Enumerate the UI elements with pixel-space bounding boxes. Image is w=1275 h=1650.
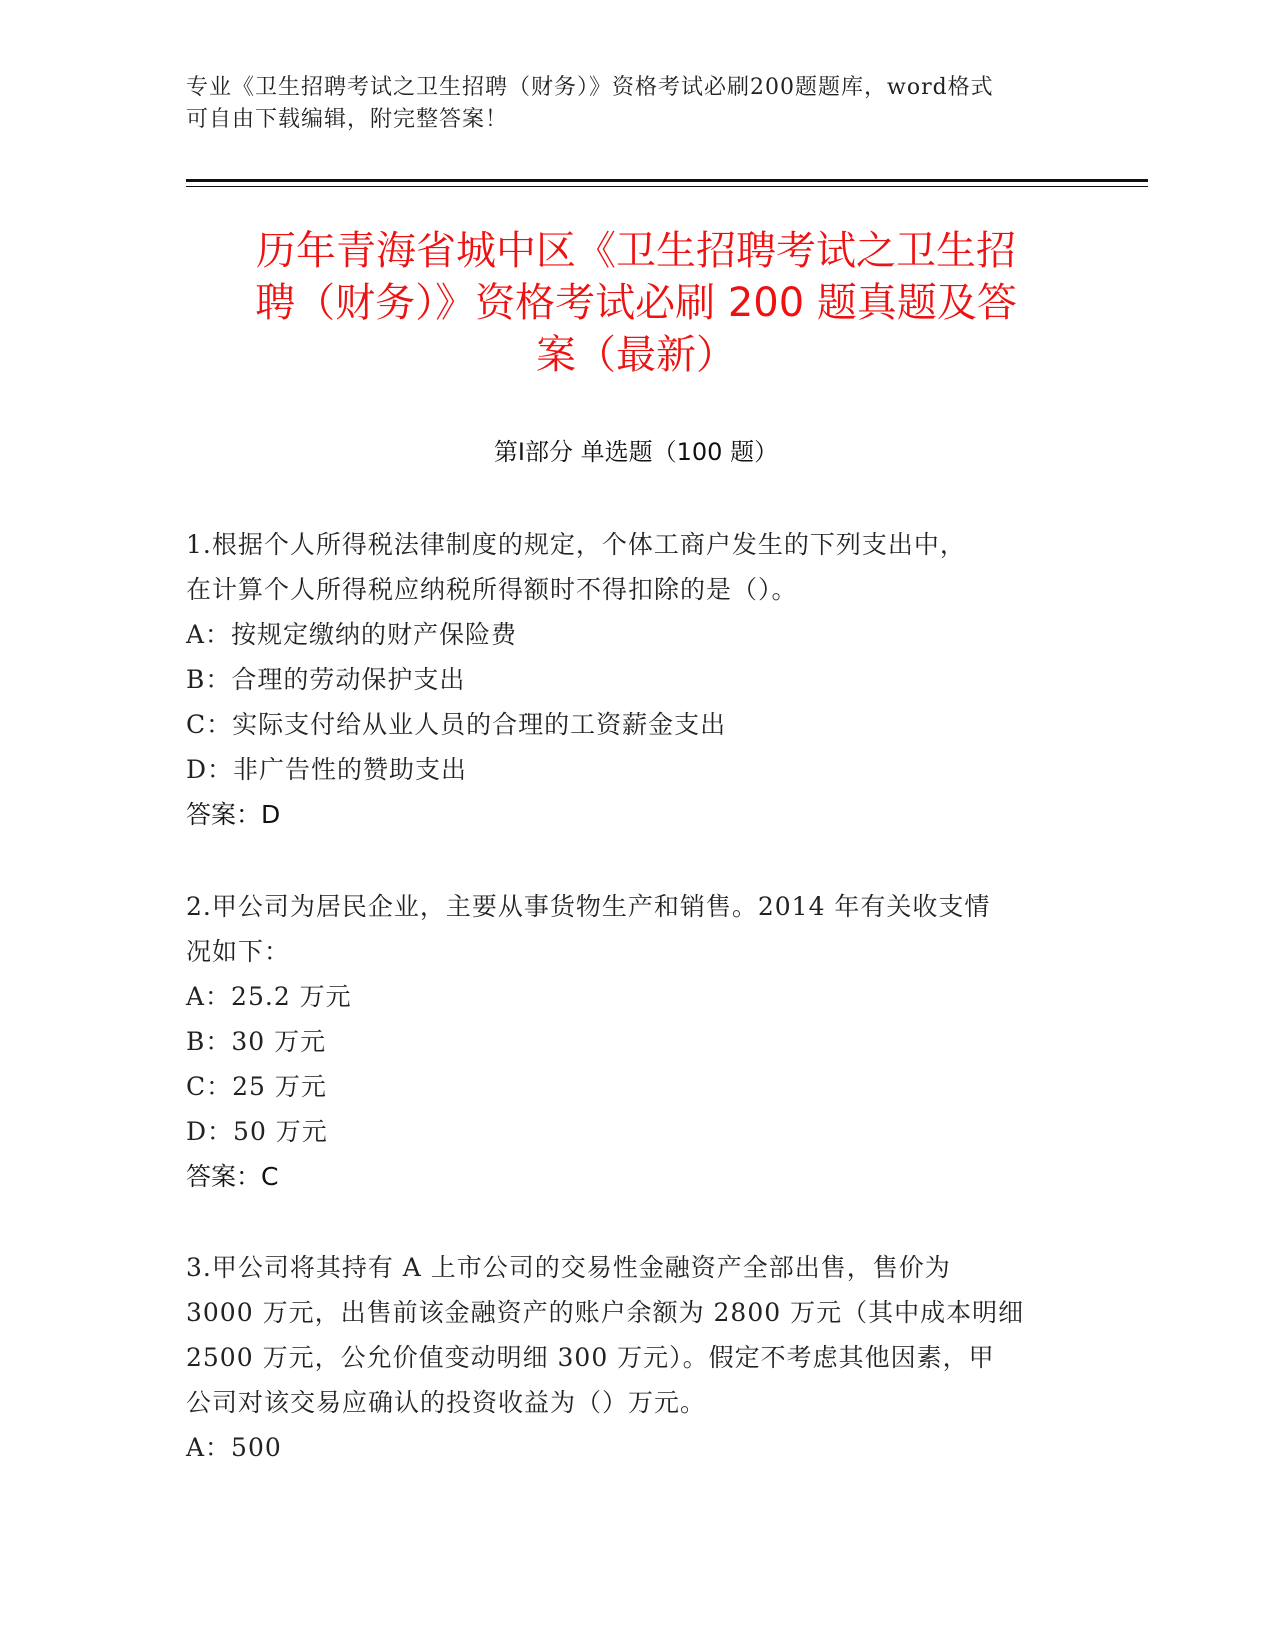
header-note-line: 专业《卫生招聘考试之卫生招聘（财务）》资格考试必刷200题题库，word格式 [186, 75, 994, 100]
option-a: A：500 [186, 1433, 282, 1462]
option-d: D：50 万元 [186, 1117, 328, 1146]
answer: 答案：C [186, 1162, 279, 1191]
question-stem: 3.甲公司将其持有 A 上市公司的交易性金融资产全部出售，售价为 [186, 1253, 951, 1282]
title-line: 聘（财务）》资格考试必刷 200 题真题及答 [255, 280, 1017, 326]
section-heading: 第Ⅰ部分 单选题（100 题） [493, 438, 779, 466]
question-stem: 况如下： [186, 937, 291, 966]
option-c: C：25 万元 [186, 1072, 327, 1101]
document-title [186, 225, 1086, 381]
title-line: 案（最新） [536, 332, 736, 378]
question-stem: 在计算个人所得税应纳税所得额时不得扣除的是（）。 [186, 575, 798, 604]
question-stem: 2.甲公司为居民企业，主要从事货物生产和销售。2014 年有关收支情 [186, 892, 991, 921]
question-3 [186, 1245, 1086, 1470]
question-1 [186, 522, 1086, 837]
option-b: B：合理的劳动保护支出 [186, 665, 466, 694]
header-divider-thick [186, 179, 1148, 182]
answer: 答案：D [186, 800, 281, 829]
title-line: 历年青海省城中区《卫生招聘考试之卫生招 [256, 228, 1016, 274]
option-a: A：按规定缴纳的财产保险费 [186, 620, 518, 649]
option-a: A：25.2 万元 [186, 982, 352, 1011]
question-stem: 1.根据个人所得税法律制度的规定，个体工商户发生的下列支出中， [186, 530, 966, 559]
header-note-line: 可自由下载编辑，附完整答案！ [186, 107, 509, 132]
question-stem: 2500 万元，公允价值变动明细 300 万元）。假定不考虑其他因素，甲 [186, 1343, 995, 1372]
option-d: D：非广告性的赞助支出 [186, 755, 468, 784]
option-b: B：30 万元 [186, 1027, 327, 1056]
header-divider-thin [186, 186, 1148, 187]
question-stem: 3000 万元，出售前该金融资产的账户余额为 2800 万元（其中成本明细 [186, 1298, 1025, 1327]
question-2 [186, 884, 1086, 1199]
option-c: C：实际支付给从业人员的合理的工资薪金支出 [186, 710, 727, 739]
header-note [186, 72, 1086, 136]
question-stem: 公司对该交易应确认的投资收益为（）万元。 [186, 1388, 707, 1417]
